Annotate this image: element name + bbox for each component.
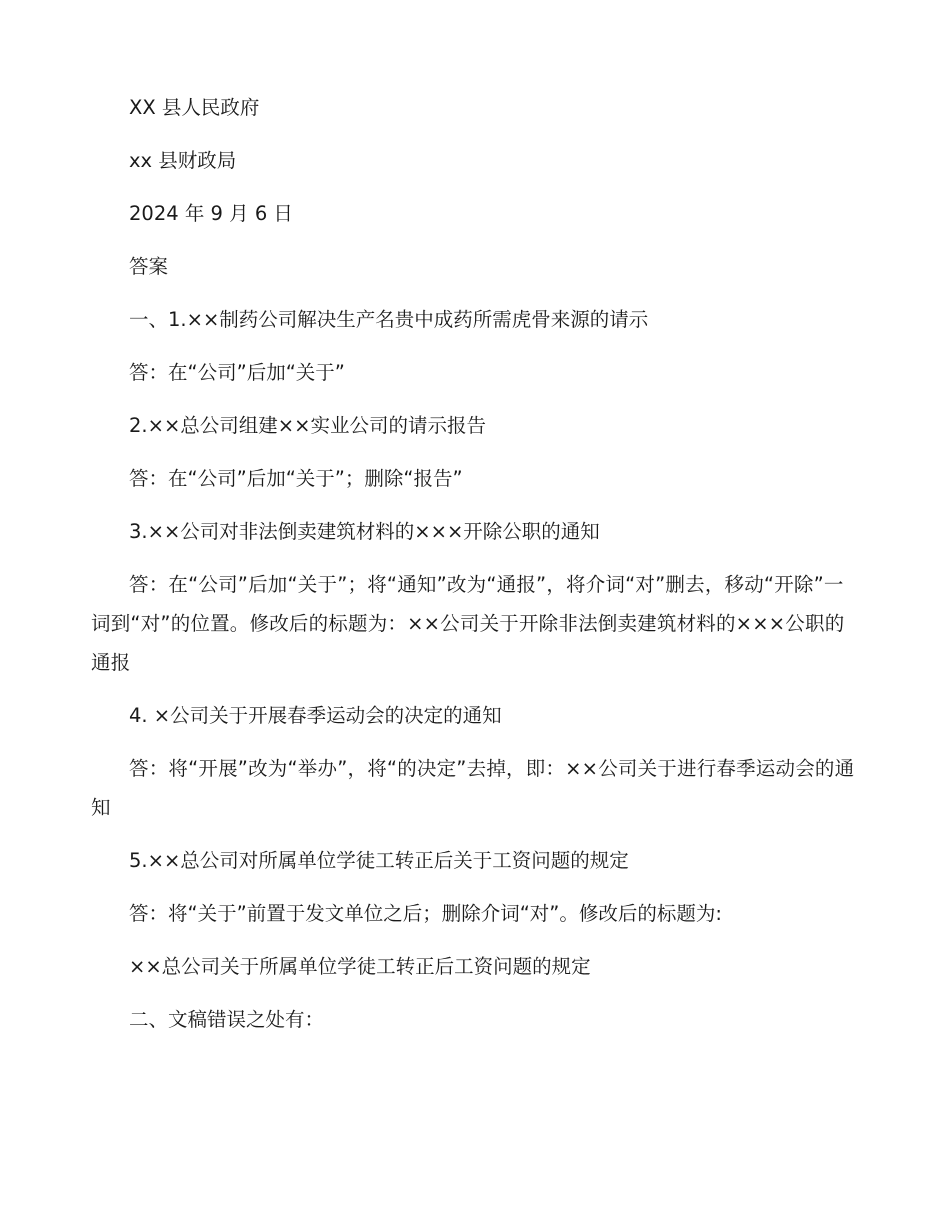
answer-item: 答：将“开展”改为“举办”，将“的决定”去掉，即：××公司关于进行春季运动会的通知 bbox=[91, 757, 855, 819]
question-item: 2.××总公司组建××实业公司的请示报告 bbox=[129, 414, 486, 437]
answer-item: 答：将“关于”前置于发文单位之后；删除介词“对”。修改后的标题为: bbox=[129, 902, 722, 925]
answer-item: 答：在“公司”后加“关于”；删除“报告” bbox=[129, 467, 463, 490]
section-heading: 二、文稿错误之处有： bbox=[129, 1008, 325, 1031]
question-item: 3.××公司对非法倒卖建筑材料的×××开除公职的通知 bbox=[129, 520, 600, 543]
sender-line: XX 县人民政府 bbox=[129, 96, 260, 119]
sender-line: xx 县财政局 bbox=[129, 149, 237, 172]
answer-item: 答：在“公司”后加“关于”；将“通知”改为“通报”，将介词“对”删去，移动“开除”一词到“对”的位置。修改后的标题为：××公司关于开除非法倒卖建筑材料的×××公职的通报 bbox=[91, 573, 845, 674]
answer-item: 答：在“公司”后加“关于” bbox=[129, 361, 345, 384]
answer-continuation: ××总公司关于所属单位学徒工转正后工资问题的规定 bbox=[129, 955, 591, 978]
question-item: 一、1.××制药公司解决生产名贵中成药所需虎骨来源的请示 bbox=[129, 308, 649, 331]
question-item: 4. ×公司关于开展春季运动会的决定的通知 bbox=[129, 704, 502, 727]
section-heading: 答案 bbox=[129, 255, 169, 278]
date-line: 2024 年 9 月 6 日 bbox=[129, 202, 293, 225]
question-item: 5.××总公司对所属单位学徒工转正后关于工资问题的规定 bbox=[129, 849, 629, 872]
